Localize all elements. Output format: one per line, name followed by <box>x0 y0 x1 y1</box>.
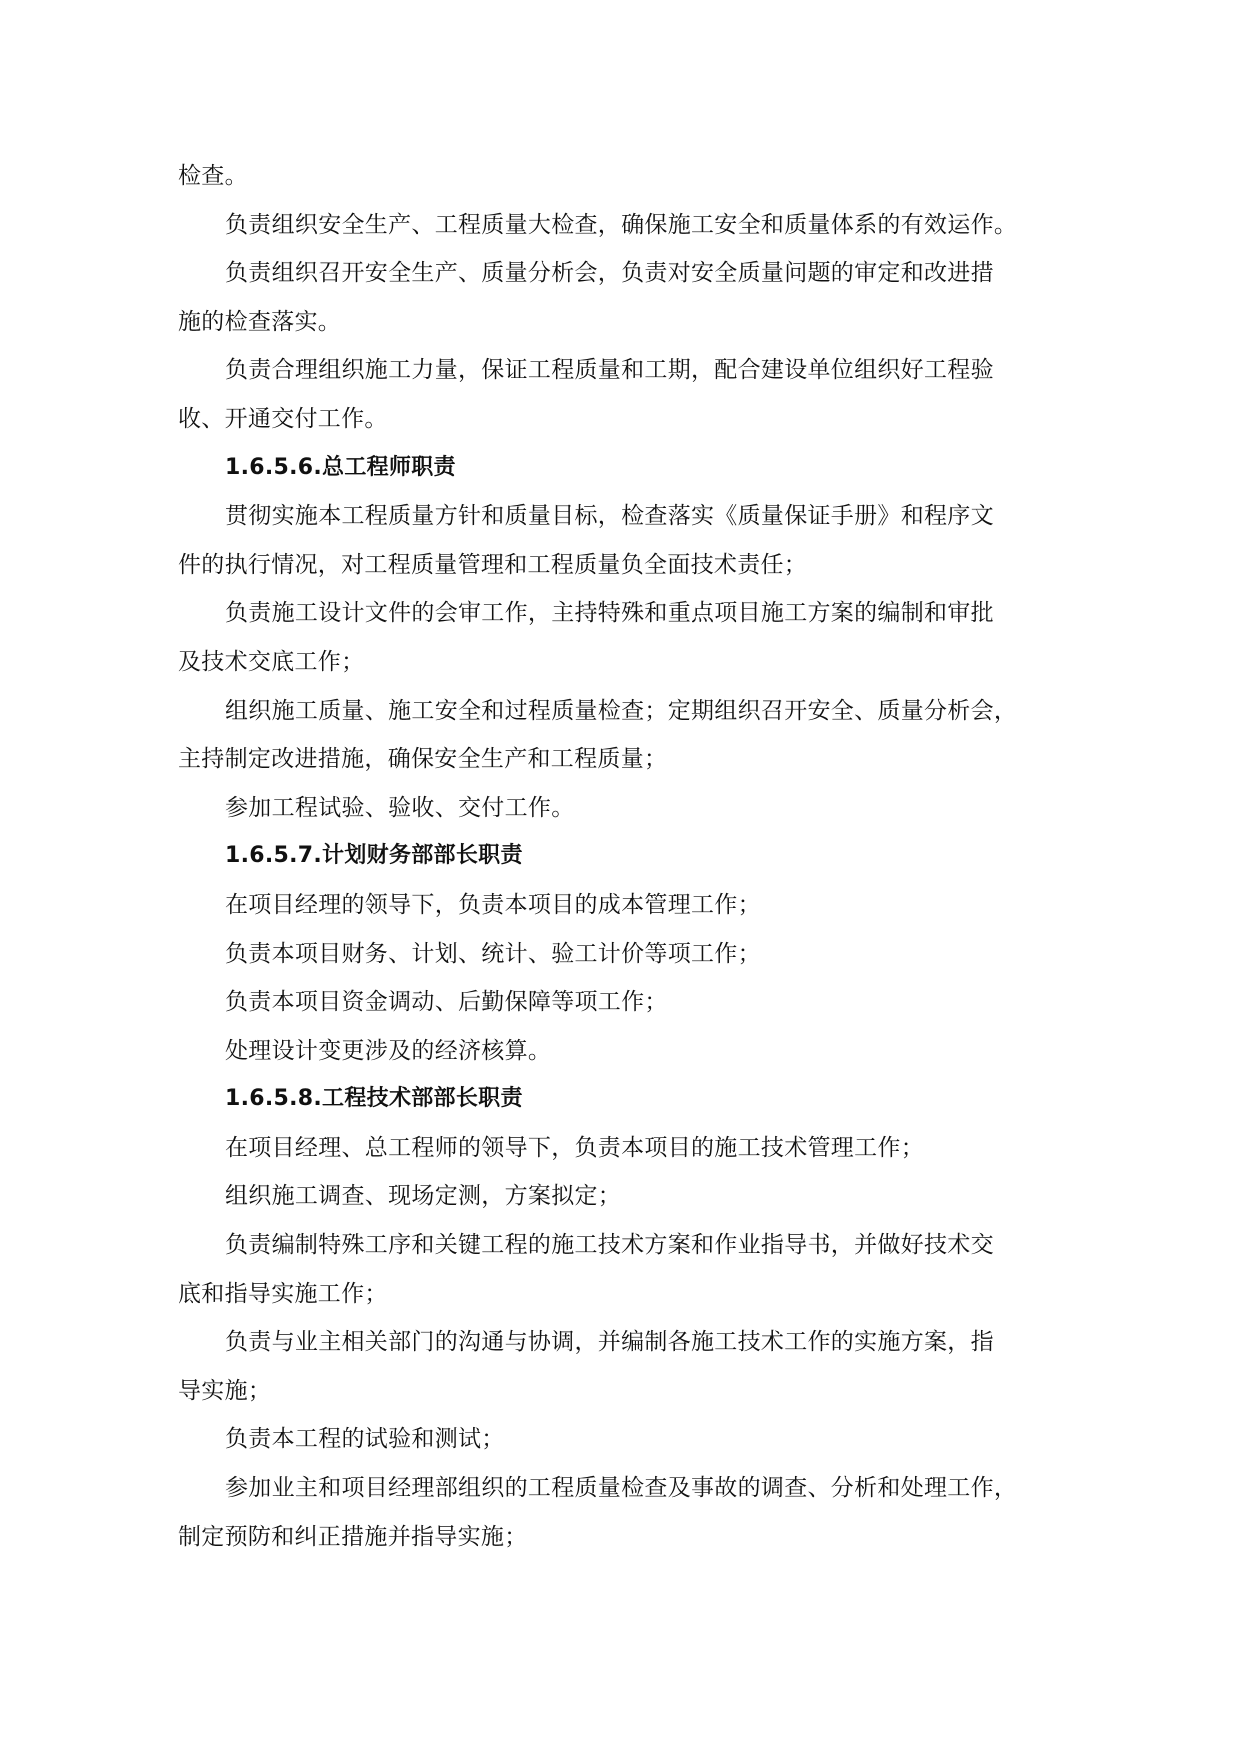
section-heading: 1.6.5.8.工程技术部部长职责 <box>225 1086 523 1112</box>
paragraph-line: 负责组织安全生产、工程质量大检查，确保施工安全和质量体系的有效运作。 <box>225 211 1018 238</box>
paragraph-line: 负责本项目财务、计划、统计、验工计价等项工作； <box>225 940 761 967</box>
paragraph-line: 组织施工调查、现场定测，方案拟定； <box>225 1183 622 1210</box>
paragraph-line: 负责施工设计文件的会审工作，主持特殊和重点项目施工方案的编制和审批 <box>225 600 994 627</box>
paragraph-line: 参加工程试验、验收、交付工作。 <box>225 794 575 821</box>
paragraph-line: 负责与业主相关部门的沟通与协调，并编制各施工技术工作的实施方案，指 <box>225 1329 994 1356</box>
paragraph-line: 负责合理组织施工力量，保证工程质量和工期，配合建设单位组织好工程验 <box>225 357 994 384</box>
section-heading: 1.6.5.7.计划财务部部长职责 <box>225 843 523 869</box>
text-line: 检查。 <box>178 163 248 189</box>
paragraph-line: 在项目经理、总工程师的领导下，负责本项目的施工技术管理工作； <box>225 1134 924 1161</box>
paragraph-line: 组织施工质量、施工安全和过程质量检查；定期组织召开安全、质量分析会， <box>225 697 1018 724</box>
section-heading: 1.6.5.6.总工程师职责 <box>225 454 456 480</box>
paragraph-line: 负责编制特殊工序和关键工程的施工技术方案和作业指导书，并做好技术交 <box>225 1232 994 1259</box>
paragraph-line: 参加业主和项目经理部组织的工程质量检查及事故的调查、分析和处理工作， <box>225 1475 1018 1502</box>
text-line: 底和指导实施工作； <box>178 1280 388 1307</box>
paragraph-line: 负责本工程的试验和测试； <box>225 1426 505 1453</box>
document-body <box>178 152 1068 1561</box>
text-line: 收、开通交付工作。 <box>178 405 388 432</box>
paragraph-line: 处理设计变更涉及的经济核算。 <box>225 1037 552 1064</box>
paragraph-line: 负责本项目资金调动、后勤保障等项工作； <box>225 989 668 1016</box>
text-line: 制定预防和纠正措施并指导实施； <box>178 1523 528 1550</box>
text-line: 件的执行情况，对工程质量管理和工程质量负全面技术责任； <box>178 551 808 578</box>
text-line: 导实施； <box>178 1377 272 1404</box>
text-line: 主持制定改进措施，确保安全生产和工程质量； <box>178 746 668 773</box>
paragraph-line: 贯彻实施本工程质量方针和质量目标，检查落实《质量保证手册》和程序文 <box>225 503 994 530</box>
text-line: 施的检查落实。 <box>178 308 342 335</box>
paragraph-line: 负责组织召开安全生产、质量分析会，负责对安全质量问题的审定和改进措 <box>225 260 994 287</box>
text-line: 及技术交底工作； <box>178 648 365 675</box>
paragraph-line: 在项目经理的领导下，负责本项目的成本管理工作； <box>225 891 761 918</box>
